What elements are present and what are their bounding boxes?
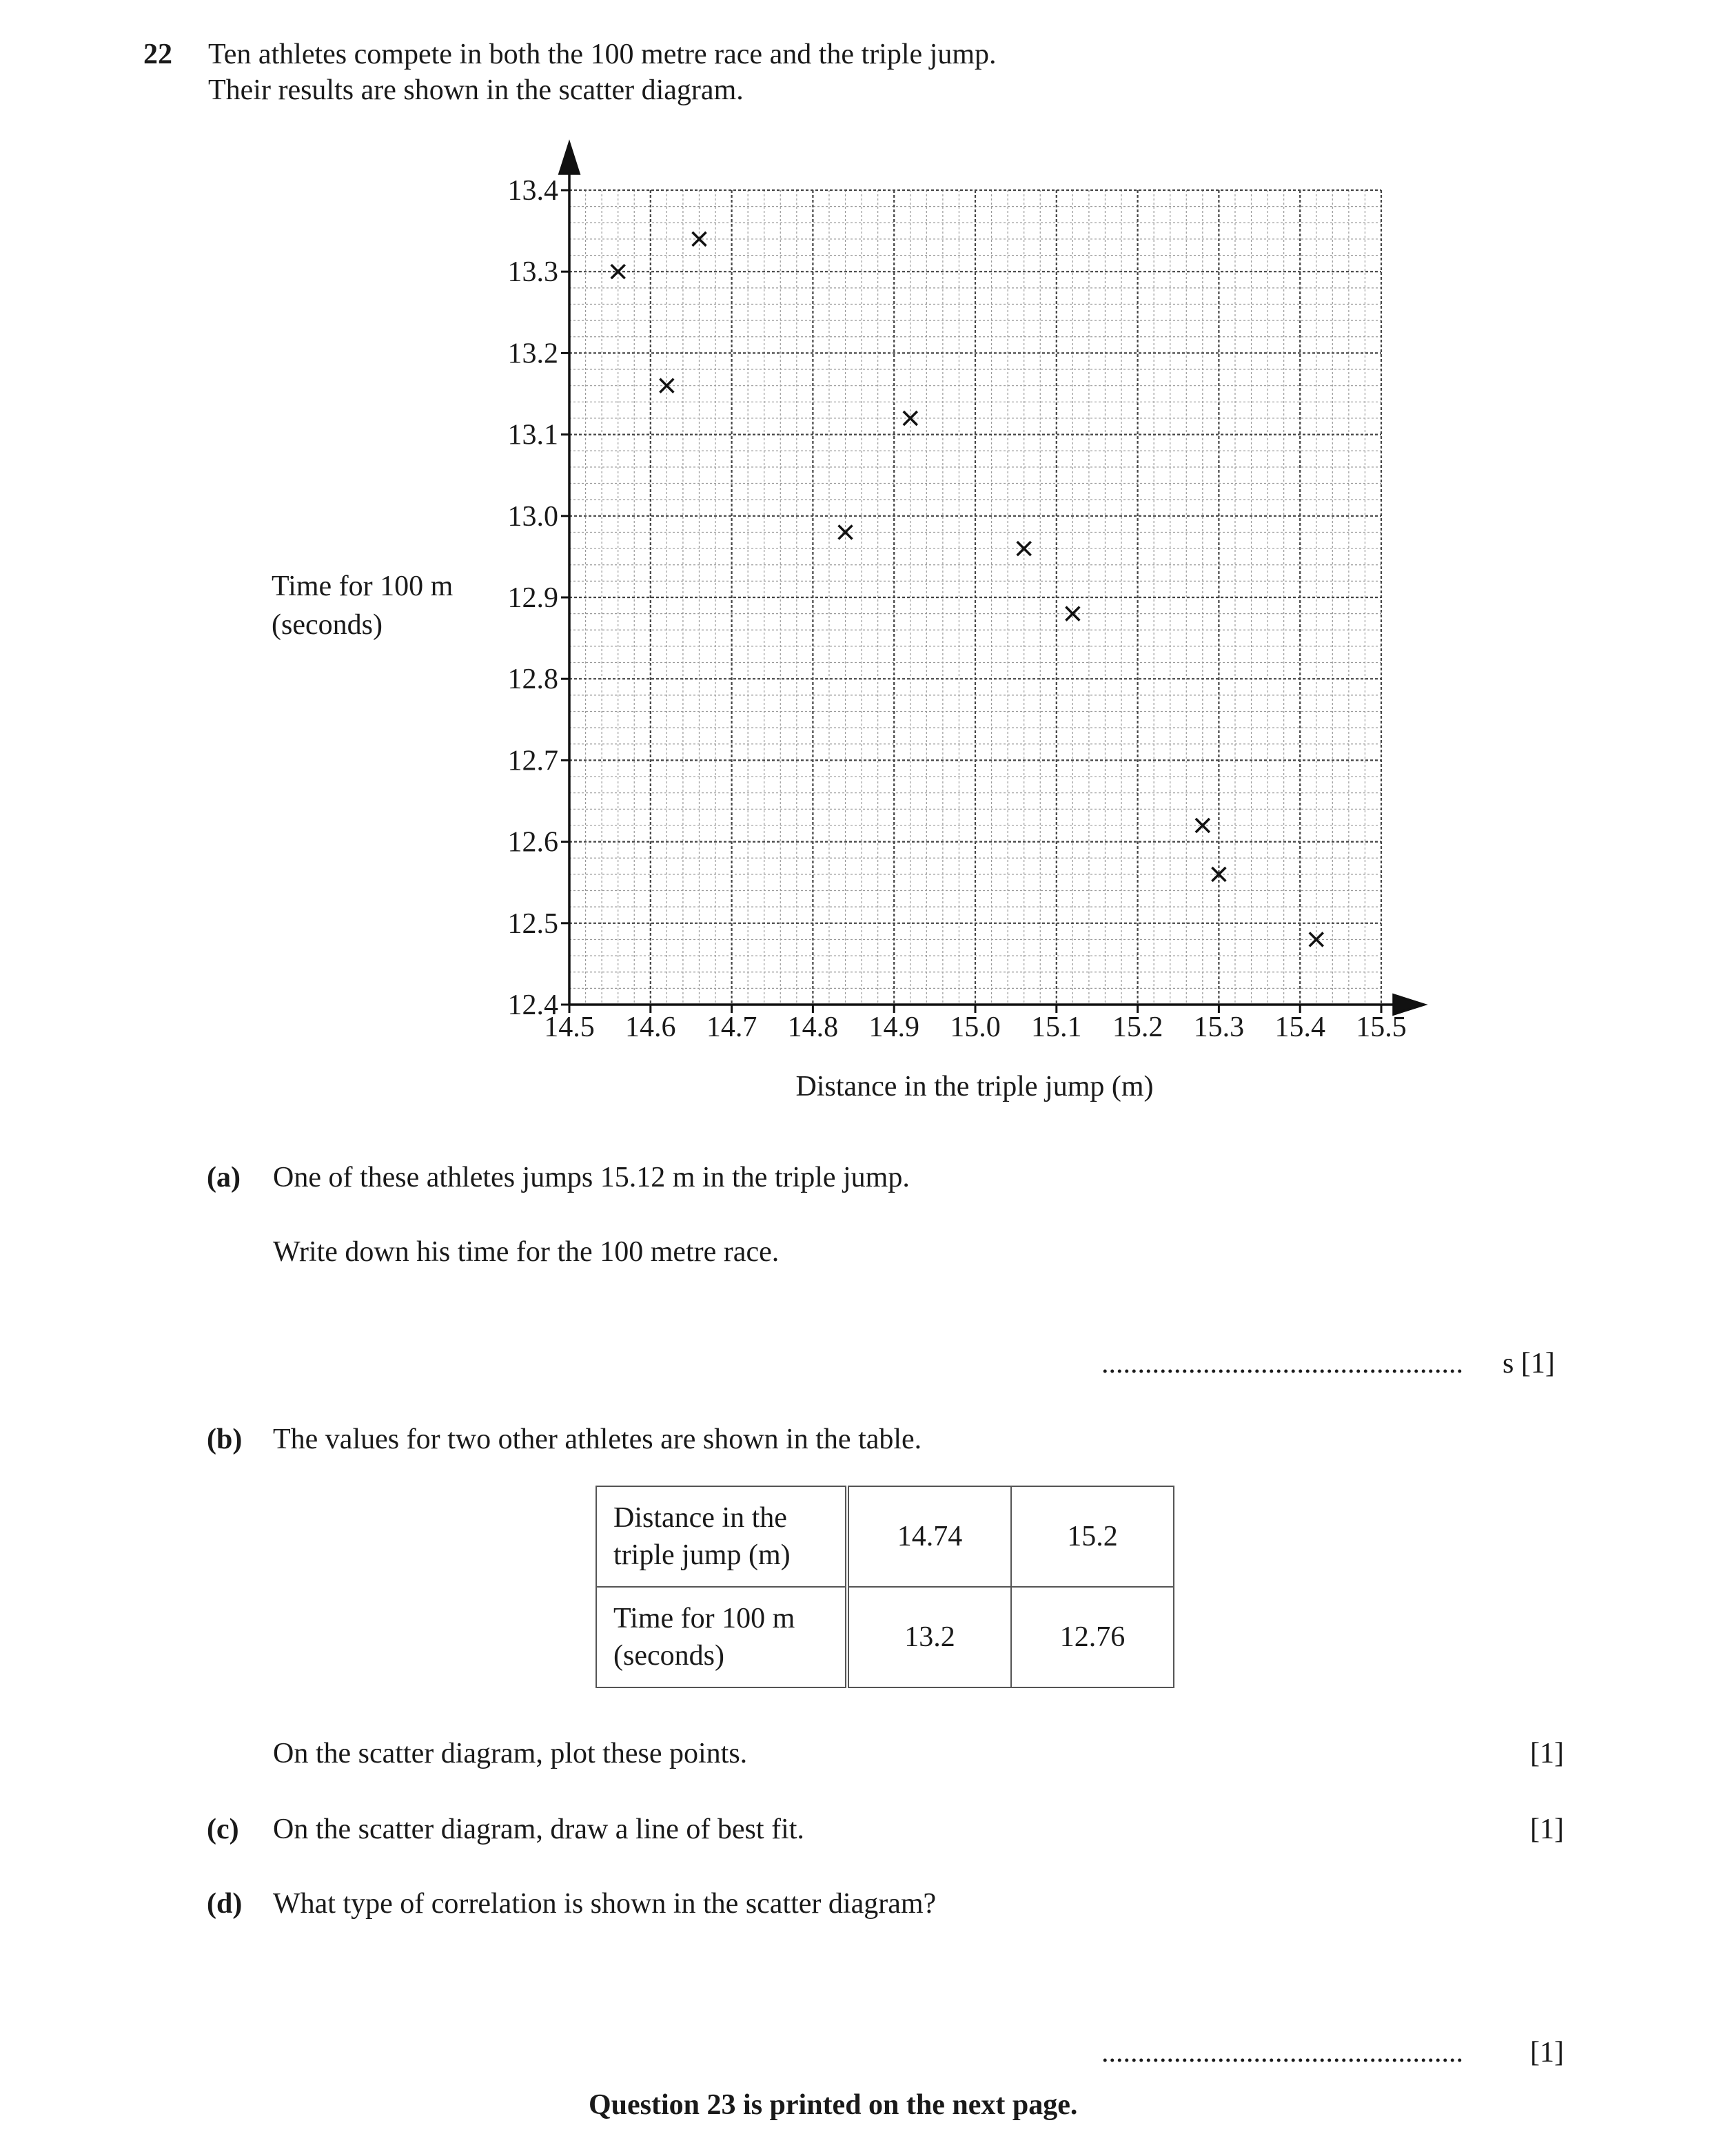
x-tick-label: 15.3: [1193, 1012, 1245, 1043]
footer-note: Question 23 is printed on the next page.: [589, 2089, 1078, 2121]
table-row: [596, 1486, 1174, 1587]
x-axis-label: Distance in the triple jump (m): [795, 1071, 1154, 1102]
x-tick-label: 15.4: [1274, 1012, 1325, 1043]
part-b-label: (b): [207, 1424, 243, 1455]
table-cell: 14.74: [847, 1486, 1011, 1587]
y-axis-arrow: [560, 143, 579, 174]
question-intro-line1: Ten athletes compete in both the 100 metre race and the triple jump.: [208, 39, 997, 70]
data-point: [839, 525, 853, 539]
part-d-answer-line[interactable]: ..................................................: [1101, 2037, 1463, 2068]
part-b-text: The values for two other athletes are shown in the table.: [273, 1424, 922, 1455]
x-tick-label: 15.5: [1356, 1012, 1407, 1043]
x-tick-label: 14.8: [787, 1012, 839, 1043]
y-tick-labels: [508, 175, 559, 1021]
athletes-table: [596, 1486, 1174, 1688]
part-c-label: (c): [207, 1814, 239, 1845]
x-tick-label: 14.6: [625, 1012, 676, 1043]
y-tick-label: 12.7: [507, 745, 558, 777]
question-intro-line2: Their results are shown in the scatter diagram.: [208, 74, 744, 106]
table-row: [596, 1587, 1174, 1687]
table-header-time: [596, 1587, 847, 1687]
part-a-mark: s [1]: [1503, 1348, 1555, 1379]
x-tick-label: 15.1: [1031, 1012, 1082, 1043]
ticks: [561, 190, 1381, 1013]
part-a-line2: Write down his time for the 100 metre race.: [273, 1236, 780, 1268]
part-a-line1: One of these athletes jumps 15.12 m in the triple jump.: [273, 1162, 910, 1193]
x-tick-label: 14.5: [544, 1012, 595, 1043]
y-tick-label: 12.6: [507, 826, 558, 859]
table-header-line: Distance in the: [613, 1502, 787, 1534]
part-a-label: (a): [207, 1162, 241, 1193]
part-d-mark: [1]: [1530, 2037, 1564, 2068]
part-b-instruction: On the scatter diagram, plot these points.: [273, 1738, 748, 1769]
data-points: [611, 232, 1323, 947]
part-d-label: (d): [207, 1888, 243, 1920]
table-header-line: Time for 100 m: [613, 1603, 795, 1634]
x-tick-labels: [544, 1012, 1407, 1043]
table-cell: 13.2: [847, 1587, 1011, 1687]
y-tick-label: 13.1: [507, 419, 558, 451]
y-tick-label: 13.2: [507, 338, 558, 370]
table-header-distance: [596, 1486, 847, 1587]
table-header-line: (seconds): [613, 1640, 724, 1672]
part-d-text: What type of correlation is shown in the scatter diagram?: [273, 1888, 937, 1920]
part-a-answer-line[interactable]: ..................................................: [1101, 1348, 1463, 1379]
table-header-line: triple jump (m): [613, 1539, 791, 1571]
y-tick-label: 13.4: [507, 175, 558, 207]
part-c-text: On the scatter diagram, draw a line of best fit.: [273, 1814, 804, 1845]
y-axis-label-line2: (seconds): [272, 609, 383, 641]
x-tick-label: 15.2: [1112, 1012, 1163, 1043]
x-tick-label: 15.0: [950, 1012, 1001, 1043]
x-tick-label: 14.9: [868, 1012, 919, 1043]
table-cell: 15.2: [1011, 1486, 1174, 1587]
x-tick-label: 14.7: [706, 1012, 757, 1043]
y-axis-label-line1: Time for 100 m: [272, 571, 454, 602]
table-cell: 12.76: [1011, 1587, 1174, 1687]
y-tick-label: 13.0: [507, 500, 558, 533]
y-tick-label: 13.3: [507, 256, 558, 289]
y-tick-label: 12.4: [507, 989, 558, 1021]
part-b-mark: [1]: [1530, 1738, 1564, 1769]
y-tick-label: 12.8: [507, 664, 558, 696]
question-number: 22: [143, 39, 172, 70]
part-c-mark: [1]: [1530, 1814, 1564, 1845]
y-tick-label: 12.9: [507, 582, 558, 614]
major-grid: [569, 190, 1381, 1005]
y-tick-label: 12.5: [507, 907, 558, 940]
